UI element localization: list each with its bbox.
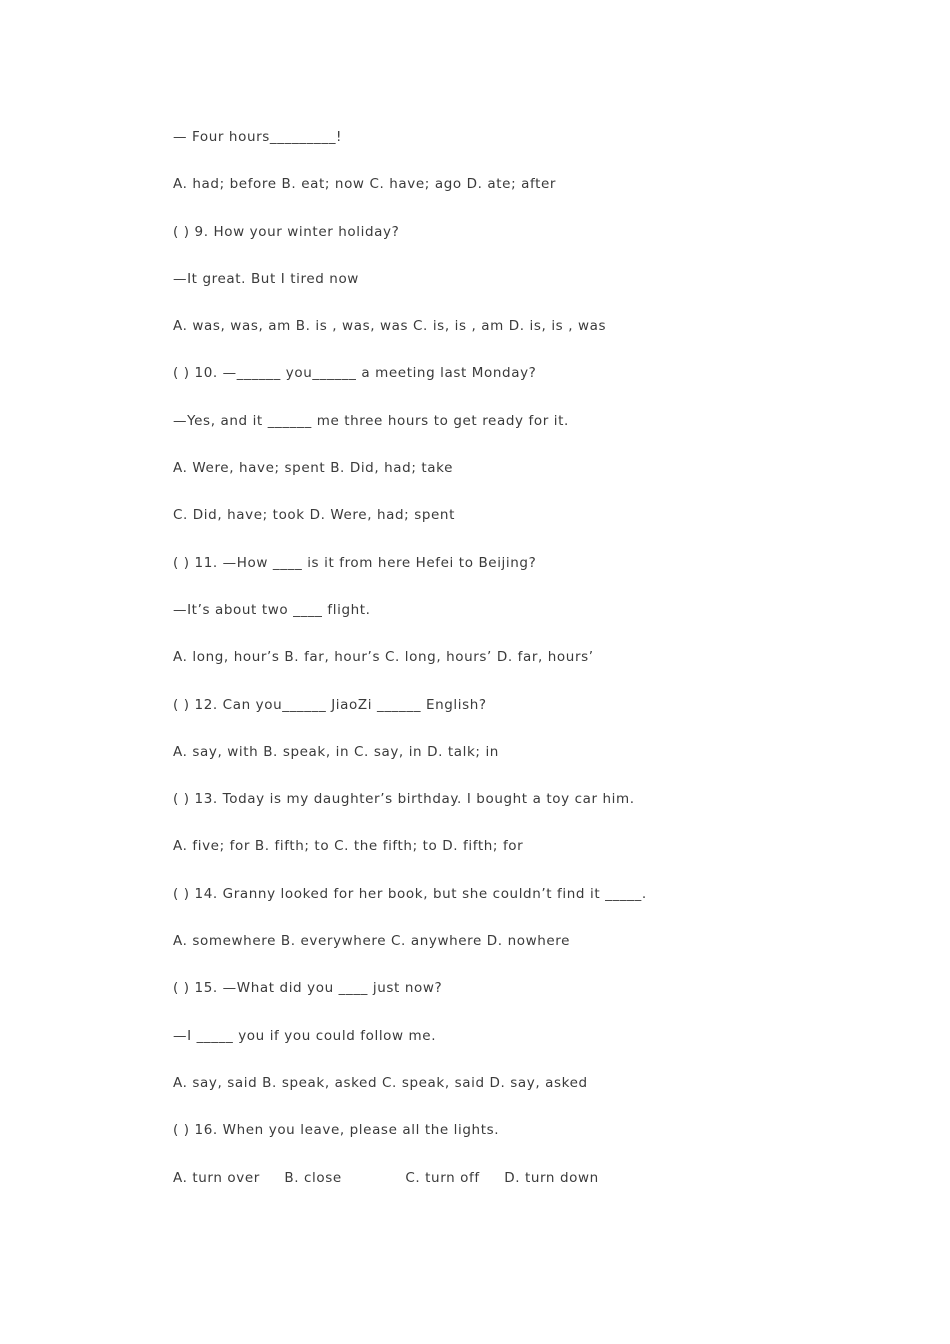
- answer-options: A. say, said B. speak, asked C. speak, said D. say, asked: [173, 1074, 588, 1091]
- question-12: ( ) 12. Can you______ JiaoZi ______ English?: [173, 696, 487, 713]
- question-text-block: [173, 127, 873, 1215]
- question-16: ( ) 16. When you leave, please all the lights.: [173, 1122, 500, 1139]
- question-13: ( ) 13. Today is my daughter’s birthday. I bought a toy car him.: [173, 791, 635, 808]
- answer-options: A. had; before B. eat; now C. have; ago D. ate; after: [173, 176, 557, 193]
- answer-options: A. five; for B. fifth; to C. the fifth; to D. fifth; for: [173, 838, 524, 855]
- text-line: — Four hours_________!: [173, 129, 343, 145]
- answer-options: C. Did, have; took D. Were, had; spent: [173, 507, 455, 524]
- text-line: —I _____ you if you could follow me.: [173, 1027, 437, 1044]
- question-15: ( ) 15. —What did you ____ just now?: [173, 980, 443, 997]
- text-line: —It great. But I tired now: [173, 270, 359, 287]
- text-line: —Yes, and it ______ me three hours to get ready for it.: [173, 412, 569, 429]
- question-14: ( ) 14. Granny looked for her book, but she couldn’t find it _____.: [173, 885, 647, 902]
- question-11: ( ) 11. —How ____ is it from here Hefei to Beijing?: [173, 554, 537, 571]
- answer-options: A. say, with B. speak, in C. say, in D. talk; in: [173, 743, 499, 760]
- answer-options: A. turn over B. close C. turn off D. turn down: [173, 1169, 599, 1186]
- answer-options: A. Were, have; spent B. Did, had; take: [173, 460, 453, 477]
- answer-options: A. long, hour’s B. far, hour’s C. long, hours’ D. far, hours’: [173, 649, 594, 666]
- question-10: ( ) 10. —______ you______ a meeting last Monday?: [173, 365, 537, 382]
- text-line: —It’s about two ____ flight.: [173, 601, 371, 618]
- question-9: ( ) 9. How your winter holiday?: [173, 223, 400, 240]
- answer-options: A. was, was, am B. is , was, was C. is, is , am D. is, is , was: [173, 318, 607, 335]
- answer-options: A. somewhere B. everywhere C. anywhere D. nowhere: [173, 933, 571, 950]
